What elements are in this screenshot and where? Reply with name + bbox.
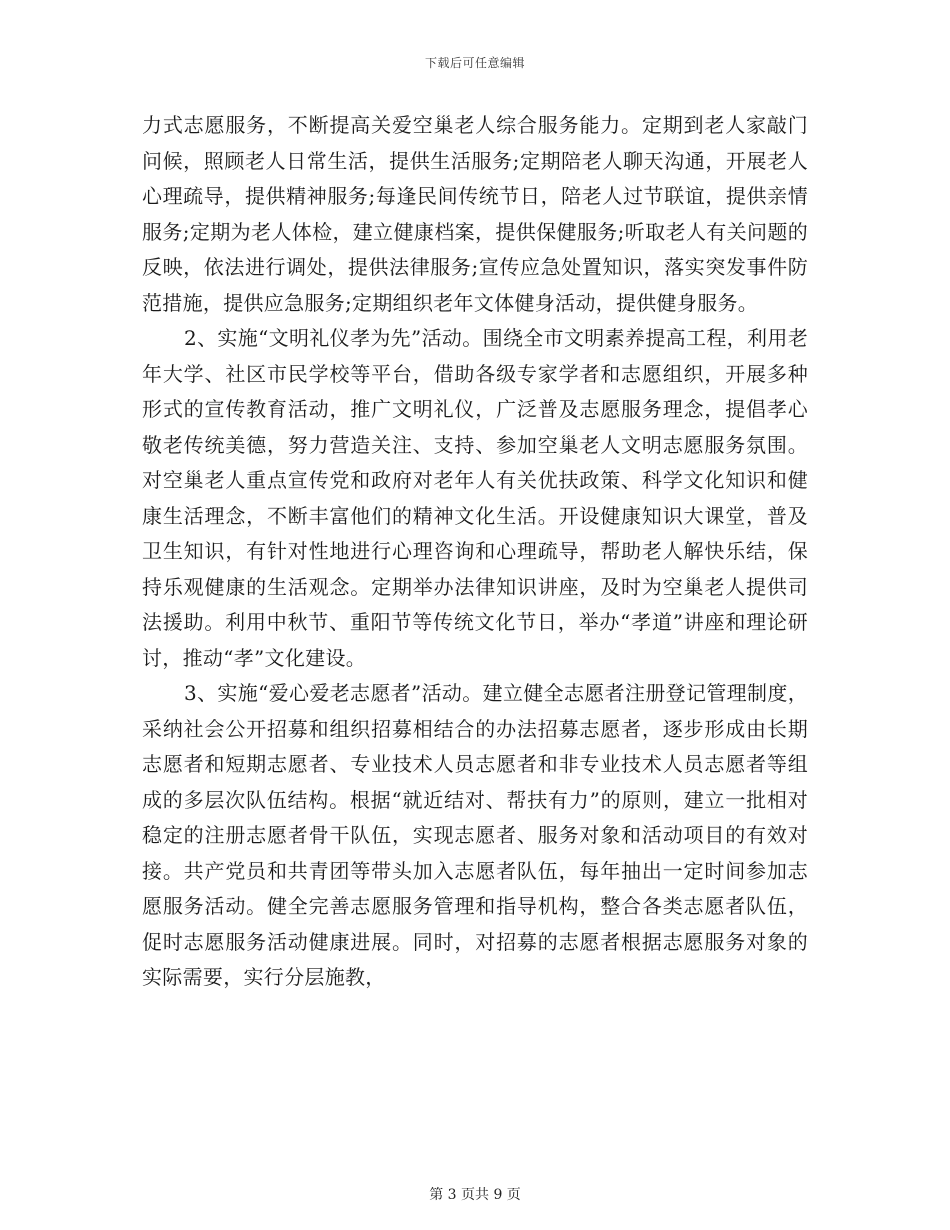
paragraph-item-3: 3、实施“爱心爱老志愿者”活动。建立健全志愿者注册登记管理制度，采纳社会公开招募和组织招募相结合的办法招募志愿者，逐步形成由长期志愿者和短期志愿者、专业技术人员志愿者和非专业技术人员志愿者等组成的多层次队伍结构。根据“就近结对、帮扶有力”的原则，建立一批相对稳定的注册志愿者骨干队伍，实现志愿者、服务对象和活动项目的有效对接。共产党员和共青团等带头加入志愿者队伍，每年抽出一定时间参加志愿服务活动。健全完善志愿服务管理和指导机构，整合各类志愿者队伍，促时志愿服务活动健康进展。同时，对招募的志愿者根据志愿服务对象的实际需要，实行分层施教， xyxy=(142,681,808,989)
paragraph-item-2: 2、实施“文明礼仪孝为先”活动。围绕全市文明素养提高工程，利用老年大学、社区市民学校等平台，借助各级专家学者和志愿组织，开展多种形式的宣传教育活动，推广文明礼仪，广泛普及志愿服务理念，提倡孝心敬老传统美德，努力营造关注、支持、参加空巢老人文明志愿服务氛围。对空巢老人重点宣传党和政府对老年人有关优扶政策、科学文化知识和健康生活理念，不断丰富他们的精神文化生活。开设健康知识大课堂，普及卫生知识，有针对性地进行心理咨询和心理疏导，帮助老人解快乐结，保持乐观健康的生活观念。定期举办法律知识讲座，及时为空巢老人提供司法援助。利用中秋节、重阳节等传统文化节日，举办“孝道”讲座和理论研讨，推动“孝”文化建设。 xyxy=(142,326,808,670)
page-footer: 第 3 页共 9 页 xyxy=(429,1187,521,1203)
document-body xyxy=(142,108,808,996)
page-header: 下载后可任意编辑 xyxy=(424,56,525,70)
paragraph-continued: 力式志愿服务，不断提高关爱空巢老人综合服务能力。定期到老人家敲门问候，照顾老人日常生活，提供生活服务;定期陪老人聊天沟通，开展老人心理疏导，提供精神服务;每逢民间传统节日，陪老人过节联谊，提供亲情服务;定期为老人体检，建立健康档案，提供保健服务;听取老人有关问题的反映，依法进行调处，提供法律服务;宣传应急处置知识，落实突发事件防范措施，提供应急服务;定期组织老年文体健身活动，提供健身服务。 xyxy=(142,113,808,315)
